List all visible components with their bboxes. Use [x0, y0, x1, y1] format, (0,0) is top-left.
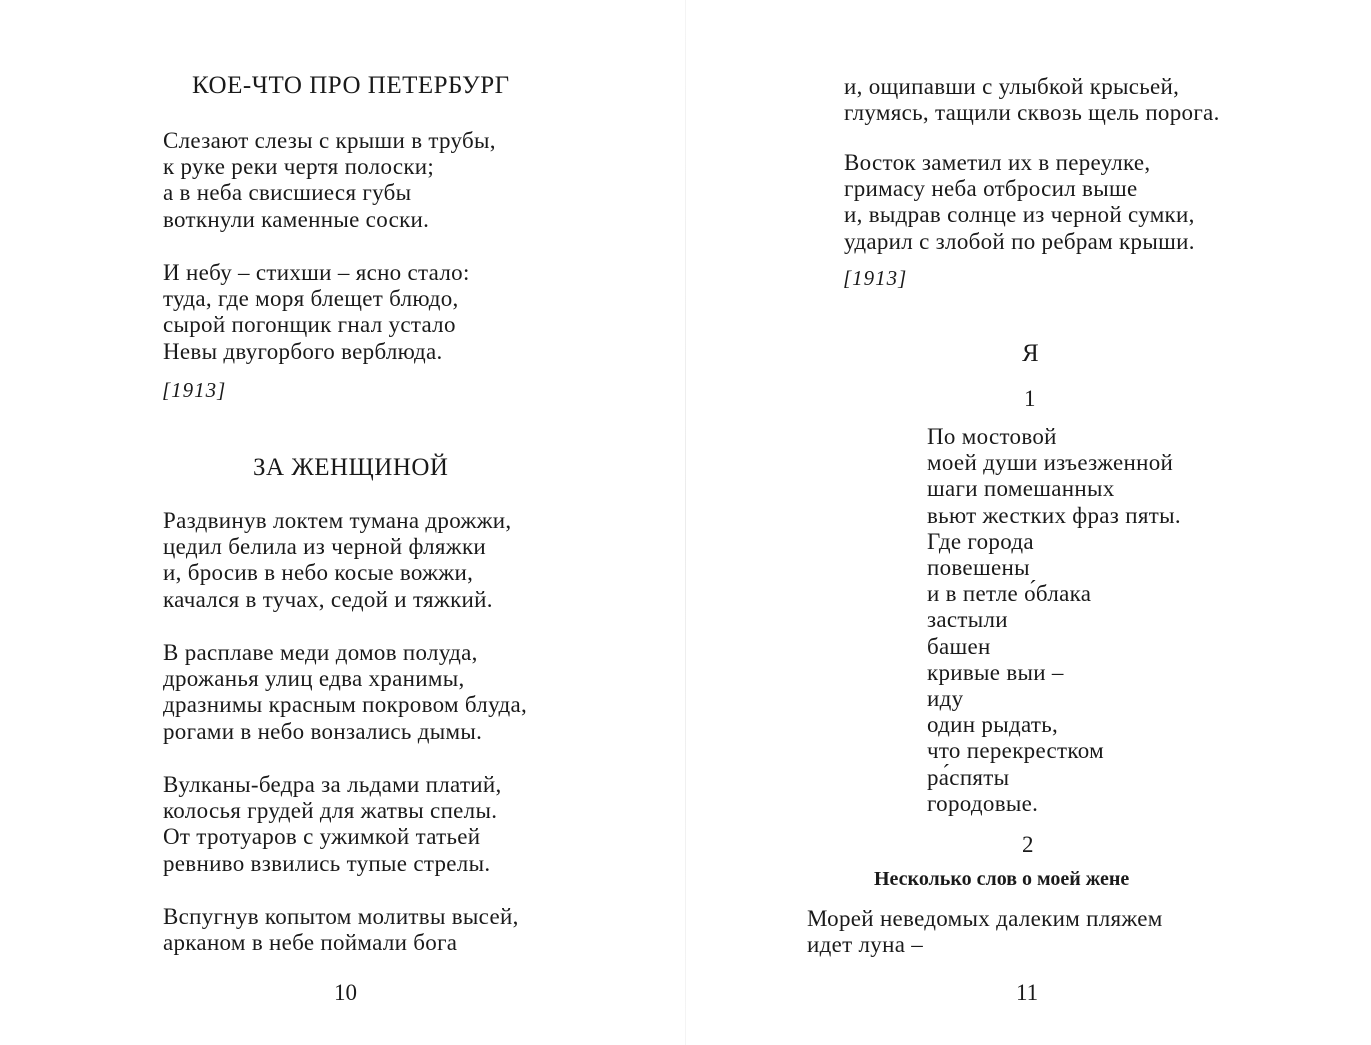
- poem-line: Вулканы-бедра за льдами платий,: [163, 772, 502, 797]
- poem-line: и, ощипавши с улыбкой крысьей,: [844, 74, 1180, 99]
- poem-line: колосья грудей для жатвы спелы.: [163, 798, 498, 824]
- poem-line: цедил белила из черной фляжки: [163, 534, 487, 560]
- poem-line: Восток заметил их в переулке,: [844, 150, 1151, 175]
- poem-line: дрожанья улиц едва хранимы,: [163, 666, 465, 692]
- poem-line: повешены: [927, 555, 1030, 581]
- poem-line: Вспугнув копытом молитвы высей,: [163, 904, 519, 929]
- poem-line: что перекрестком: [927, 738, 1104, 764]
- poem-line: Невы двугорбого верблюда.: [163, 338, 443, 364]
- stanza: [927, 424, 1181, 817]
- poem-line: и в петле о́блака: [927, 581, 1092, 607]
- poem-line: ра́спяты: [927, 764, 1010, 790]
- poem-date: [1913]: [162, 378, 227, 402]
- poem-title-petersburg: КОЕ-ЧТО ПРО ПЕТЕРБУРГ: [192, 72, 510, 99]
- poem-line: к руке реки чертя полоски;: [163, 154, 435, 180]
- stanza: [844, 150, 1195, 255]
- poem-line: Морей неведомых далеким пляжем: [807, 906, 1163, 931]
- poem-line: идет луна –: [807, 932, 924, 958]
- poem-line: а в неба свисшиеся губы: [163, 180, 412, 206]
- poem-line: Где города: [927, 528, 1034, 554]
- stanza: [163, 640, 527, 745]
- page-number: 11: [1016, 980, 1039, 1005]
- poem-line: городовые.: [927, 790, 1039, 816]
- right-page: [686, 0, 1371, 1045]
- poem-date: [1913]: [843, 266, 908, 290]
- poem-line: От тротуаров с ужимкой татьей: [163, 824, 481, 850]
- poem-line: качался в тучах, седой и тяжкий.: [163, 586, 493, 612]
- poem-line: рогами в небо вонзались дымы.: [163, 718, 483, 744]
- section-number: 2: [1022, 832, 1034, 857]
- poem-line: По мостовой: [927, 424, 1057, 449]
- stanza: [163, 260, 470, 365]
- stanza: [163, 772, 502, 877]
- poem-line: застыли: [927, 607, 1008, 633]
- poem-line: моей души изъезженной: [927, 450, 1174, 476]
- poem-line: кривые выи –: [927, 659, 1064, 685]
- stanza: [807, 906, 1163, 958]
- poem-line: шаги помешанных: [927, 476, 1115, 502]
- poem-line: Раздвинув локтем тумана дрожжи,: [163, 508, 512, 533]
- poem-line: и, бросив в небо косые вожжи,: [163, 560, 474, 586]
- section-number: 1: [1024, 386, 1036, 411]
- poem-line: глумясь, тащили сквозь щель порога.: [844, 100, 1220, 126]
- poem-line: иду: [927, 686, 964, 712]
- poem-title-ya: Я: [1022, 340, 1040, 367]
- poem-line: В расплаве меди домов полуда,: [163, 640, 478, 665]
- poem-line: И небу – стихши – ясно стало:: [163, 260, 470, 285]
- poem-line: ревниво взвились тупые стрелы.: [163, 850, 491, 876]
- poem-line: воткнули каменные соски.: [163, 206, 430, 232]
- poem-line: и, выдрав солнце из черной сумки,: [844, 202, 1195, 228]
- poem-line: ударил с злобой по ребрам крыши.: [844, 228, 1195, 254]
- poem-line: арканом в небе поймали бога: [163, 930, 458, 956]
- poem-line: гримасу неба отбросил выше: [844, 176, 1138, 202]
- page-number: 10: [334, 980, 357, 1005]
- poem-line: вьют жестких фраз пяты.: [927, 502, 1181, 528]
- poem-line: башен: [927, 633, 991, 659]
- left-page: [0, 0, 685, 1045]
- stanza: [163, 128, 496, 233]
- section-subtitle: Несколько слов о моей жене: [874, 868, 1130, 890]
- poem-line: один рыдать,: [927, 712, 1059, 738]
- poem-title-za-zhenshchinoy: ЗА ЖЕНЩИНОЙ: [253, 454, 449, 481]
- stanza: [163, 508, 511, 613]
- poem-line: сырой погонщик гнал устало: [163, 312, 456, 338]
- poem-line: туда, где моря блещет блюдо,: [163, 286, 459, 312]
- stanza: [844, 74, 1220, 126]
- stanza: [163, 904, 519, 956]
- poem-line: дразнимы красным покровом блуда,: [163, 692, 527, 718]
- poem-line: Слезают слезы с крыши в трубы,: [163, 128, 496, 153]
